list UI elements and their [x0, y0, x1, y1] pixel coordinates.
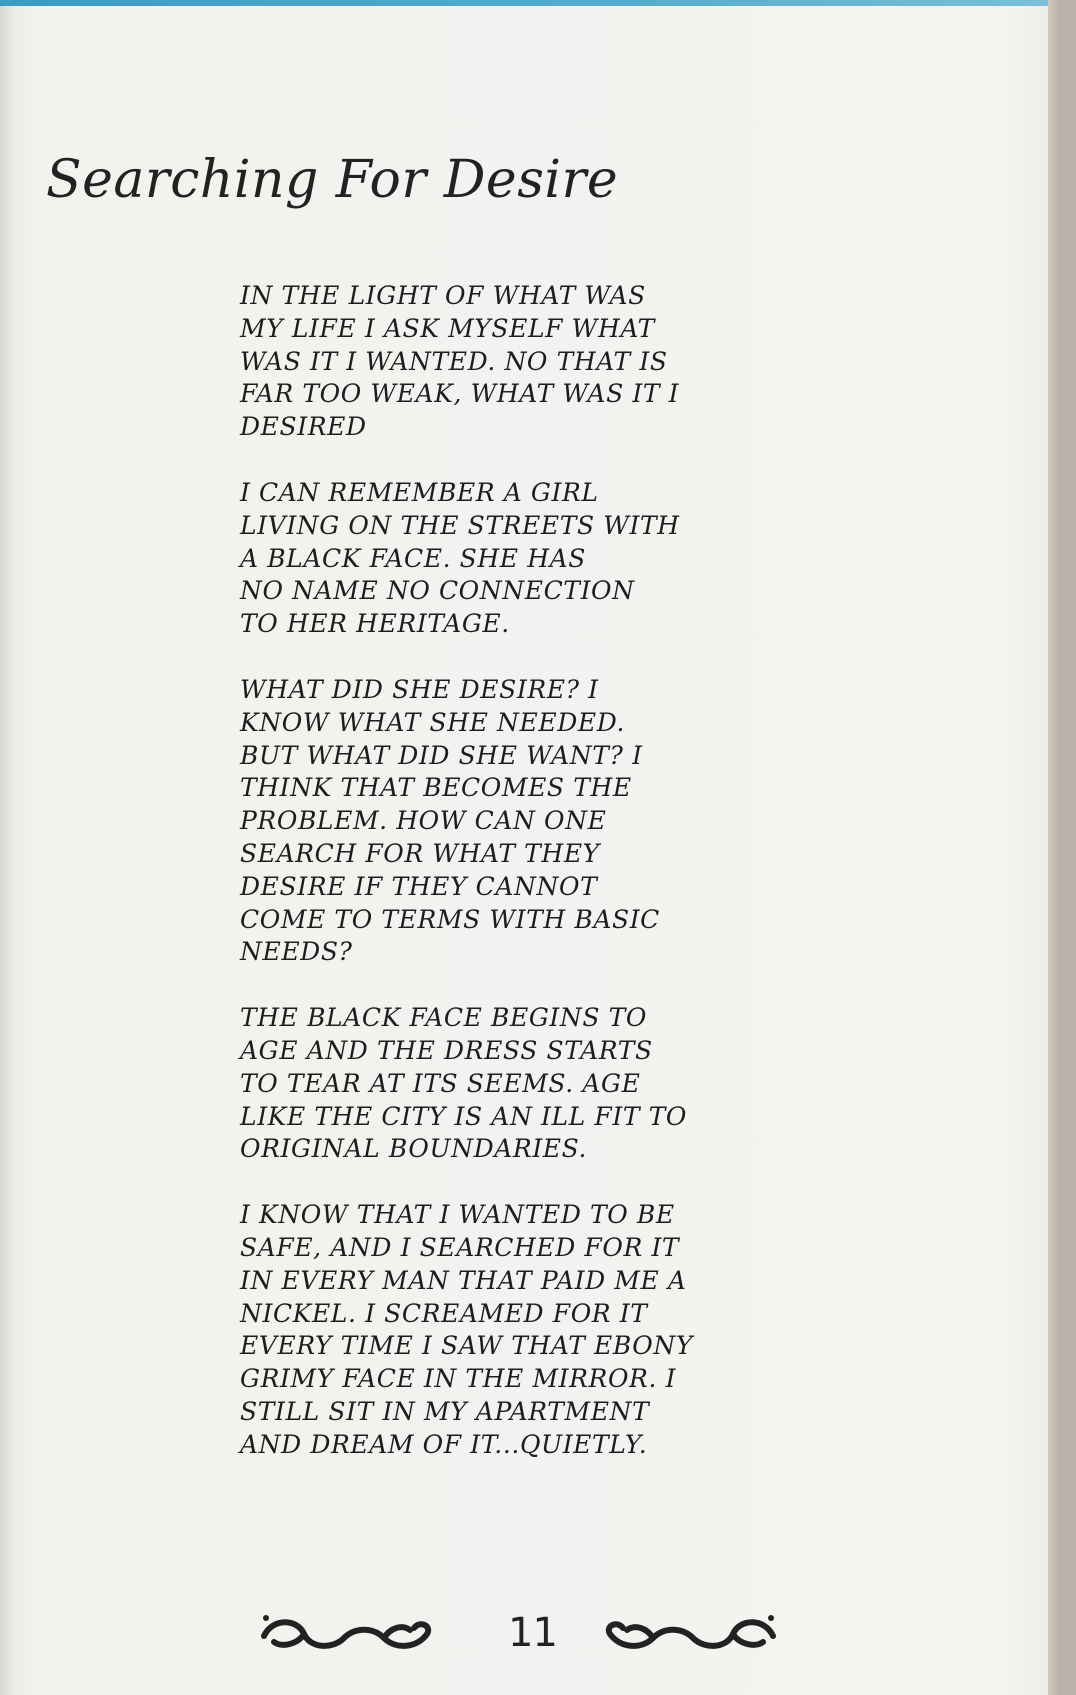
- poem-stanza: [240, 477, 800, 641]
- right-scroll-ornament-icon: [585, 1608, 785, 1668]
- poem-line: THINK THAT BECOMES THE: [240, 773, 632, 803]
- poem-body: [240, 280, 800, 1495]
- poem-line: MY LIFE I ASK MYSELF WHAT: [240, 313, 655, 343]
- poem-line: COME TO TERMS WITH BASIC: [240, 904, 660, 934]
- poem-line: DESIRE IF THEY CANNOT: [240, 871, 598, 901]
- poem-line: IN EVERY MAN THAT PAID ME A: [240, 1265, 687, 1295]
- poem-stanza: [240, 674, 800, 969]
- poem-line: DESIRED: [240, 412, 367, 442]
- poem-line: AGE AND THE DRESS STARTS: [240, 1035, 653, 1065]
- poem-line: TO HER HERITAGE.: [240, 609, 510, 639]
- poem-line: ORIGINAL BOUNDARIES.: [240, 1134, 588, 1164]
- poem-line: I KNOW THAT I WANTED TO BE: [240, 1200, 675, 1230]
- poem-stanza: [240, 1199, 800, 1461]
- poem-line: EVERY TIME I SAW THAT EBONY: [240, 1331, 693, 1361]
- poem-title: Searching For Desire: [46, 150, 619, 210]
- poem-line: I CAN REMEMBER A GIRL: [240, 477, 599, 507]
- poem-line: THE BLACK FACE BEGINS TO: [240, 1003, 647, 1033]
- poem-line: WAS IT I WANTED. NO THAT IS: [240, 346, 668, 376]
- poem-line: LIKE THE CITY IS AN ILL FIT TO: [240, 1101, 688, 1131]
- poem-line: NICKEL. I SCREAMED FOR IT: [240, 1298, 648, 1328]
- poem-line: NO NAME NO CONNECTION: [240, 576, 635, 606]
- poem-line: STILL SIT IN MY APARTMENT: [240, 1396, 650, 1426]
- left-scroll-ornament-icon: [252, 1608, 452, 1668]
- page-right-edge: [1048, 0, 1062, 1695]
- page-footer: [0, 1608, 1062, 1678]
- poem-line: SAFE, AND I SEARCHED FOR IT: [240, 1232, 680, 1262]
- poem-stanza: [240, 280, 800, 444]
- poem-line: NEEDS?: [240, 937, 353, 967]
- poem-line: KNOW WHAT SHE NEEDED.: [240, 707, 625, 737]
- page-number: 11: [508, 1610, 557, 1656]
- poem-line: A BLACK FACE. SHE HAS: [240, 543, 586, 573]
- page-top-edge: [0, 0, 1062, 6]
- poem-line: PROBLEM. HOW CAN ONE: [240, 806, 607, 836]
- poem-line: FAR TOO WEAK, WHAT WAS IT I: [240, 379, 680, 409]
- poem-line: LIVING ON THE STREETS WITH: [240, 510, 680, 540]
- poem-line: GRIMY FACE IN THE MIRROR. I: [240, 1364, 677, 1394]
- poem-line: TO TEAR AT ITS SEEMS. AGE: [240, 1068, 641, 1098]
- poem-stanza: [240, 1002, 800, 1166]
- poem-line: AND DREAM OF IT...QUIETLY.: [240, 1429, 648, 1459]
- poem-line: BUT WHAT DID SHE WANT? I: [240, 740, 643, 770]
- poem-line: SEARCH FOR WHAT THEY: [240, 838, 600, 868]
- poem-line: WHAT DID SHE DESIRE? I: [240, 674, 599, 704]
- poem-line: IN THE LIGHT OF WHAT WAS: [240, 281, 646, 310]
